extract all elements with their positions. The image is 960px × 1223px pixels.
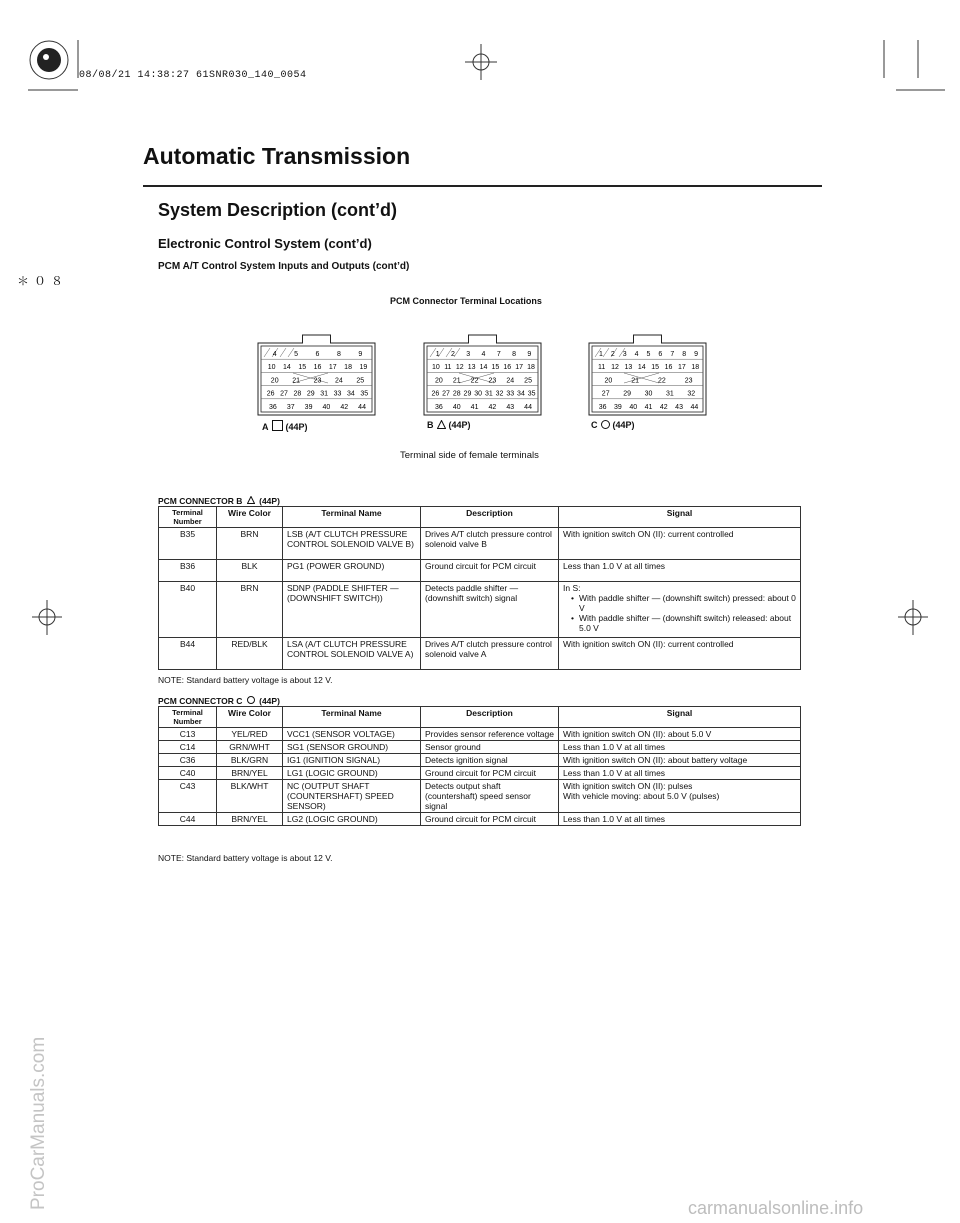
pin-number: 9 (694, 351, 699, 358)
pin-number: 28 (293, 390, 302, 398)
table-row: C14 GRN/WHT SG1 (SENSOR GROUND) Sensor ground Less than 1.0 V at all times (159, 741, 801, 754)
pin-number: 41 (470, 403, 479, 411)
connector-b-note: NOTE: Standard battery voltage is about 12 V. (158, 675, 333, 685)
pin-number: 15 (651, 364, 660, 372)
header-terminal-number: Terminal Number (159, 507, 217, 528)
pin-number: 42 (488, 403, 497, 411)
pin-number: 7 (670, 351, 675, 358)
pin-number: 18 (344, 364, 352, 372)
connector-b-title: PCM CONNECTOR B (44P) (158, 496, 280, 506)
header-signal: Signal (559, 707, 801, 728)
figure-caption: PCM Connector Terminal Locations (390, 296, 542, 306)
pin-number: 2 (450, 351, 455, 358)
pin-number: 11 (598, 364, 606, 372)
pin-number: 17 (515, 364, 524, 372)
pin-number: 35 (527, 390, 536, 398)
subsubsection-heading: PCM A/T Control System Inputs and Outputs (cont’d) (158, 261, 410, 272)
pin-number: 14 (479, 364, 488, 372)
pin-number: 18 (527, 364, 535, 372)
pin-number: 42 (659, 403, 668, 411)
pin-number: 7 (496, 351, 501, 358)
page-mark: ＊０８ (17, 274, 69, 288)
pin-number: 43 (506, 403, 515, 411)
section-heading: System Description (cont’d) (158, 200, 398, 220)
pin-number: 2 (610, 351, 615, 358)
connector-c-table (158, 706, 801, 826)
pin-number: 14 (637, 364, 646, 372)
pin-number: 21 (452, 377, 461, 385)
pin-number: 36 (269, 403, 277, 411)
table-row: C40 BRN/YEL LG1 (LOGIC GROUND) Ground circuit for PCM circuit Less than 1.0 V at all times (159, 767, 801, 780)
pin-number: 22 (470, 377, 479, 385)
pin-number: 21 (292, 377, 300, 385)
pin-number: 12 (455, 364, 464, 372)
pin-number: 9 (358, 351, 363, 358)
pin-number: 11 (444, 364, 452, 372)
pin-number: 24 (335, 377, 343, 385)
pin-number: 28 (452, 390, 461, 398)
pin-number: 6 (658, 351, 663, 358)
header-signal: Signal (559, 507, 801, 528)
pin-number: 23 (488, 377, 497, 385)
pin-number: 31 (320, 390, 329, 398)
table-row: B36 BLK PG1 (POWER GROUND) Ground circuit for PCM circuit Less than 1.0 V at all times (159, 560, 801, 582)
pin-number: 29 (623, 390, 631, 398)
pin-number: 42 (340, 403, 349, 411)
pin-number: 30 (644, 390, 653, 398)
pin-number: 10 (267, 364, 276, 372)
pin-number: 25 (356, 377, 365, 385)
table-row: C36 BLK/GRN IG1 (IGNITION SIGNAL) Detects ignition signal With ignition switch ON (II): about battery voltage (159, 754, 801, 767)
pin-number: 24 (506, 377, 515, 385)
pin-number: 20 (270, 377, 279, 385)
connector-a-label: A (44P) (262, 422, 308, 432)
pin-number: 29 (306, 390, 315, 398)
pin-number: 1 (435, 351, 440, 358)
pin-number: 5 (646, 351, 651, 358)
connector-c-title: PCM CONNECTOR C (44P) (158, 696, 280, 706)
square-icon (272, 420, 283, 431)
pin-number: 33 (333, 390, 342, 398)
pin-number: 3 (622, 351, 627, 358)
pin-number: 31 (666, 390, 674, 398)
pin-number: 44 (524, 403, 532, 411)
terminal-side-note: Terminal side of female terminals (400, 450, 539, 461)
pin-number: 41 (644, 403, 653, 411)
pin-number: 13 (467, 364, 476, 372)
pin-number: 15 (298, 364, 307, 372)
table-row: B44 RED/BLK LSA (A/T CLUTCH PRESSURE CONTROL SOLENOID VALVE A) Drives A/T clutch pressure control solenoid valve A With ignition switch ON (II): current controlled (159, 638, 801, 670)
table-header-row (159, 507, 801, 528)
pin-number: 1 (598, 351, 603, 358)
pin-number: 4 (481, 351, 486, 358)
pin-number: 8 (682, 351, 687, 358)
pin-number: 4 (634, 351, 639, 358)
print-stamp: 08/08/21 14:38:27 61SNR030_140_0054 (79, 70, 307, 81)
pin-number: 23 (313, 377, 322, 385)
triangle-icon (437, 420, 446, 429)
pin-number: 36 (598, 403, 607, 411)
circle-icon (247, 696, 255, 704)
pin-number: 6 (315, 351, 320, 358)
page-title: Automatic Transmission (143, 143, 411, 169)
pin-number: 14 (283, 364, 291, 372)
pin-number: 16 (664, 364, 673, 372)
pin-number: 34 (517, 390, 525, 398)
header-terminal-name: Terminal Name (283, 707, 421, 728)
pin-number: 37 (286, 403, 295, 411)
table-row: C13 YEL/RED VCC1 (SENSOR VOLTAGE) Provides sensor reference voltage With ignition switch ON (II): about 5.0 V (159, 728, 801, 741)
pin-number: 30 (474, 390, 483, 398)
connector-c-note: NOTE: Standard battery voltage is about 12 V. (158, 853, 333, 863)
pin-number: 5 (294, 351, 299, 358)
pin-number: 40 (452, 403, 461, 411)
subsection-heading: Electronic Control System (cont’d) (158, 236, 372, 251)
pin-number: 27 (280, 390, 288, 398)
header-description: Description (421, 707, 559, 728)
header-wire-color: Wire Color (217, 707, 283, 728)
pin-number: 10 (432, 364, 440, 372)
pin-number: 40 (629, 403, 638, 411)
pin-number: 39 (614, 403, 622, 411)
connector-diagrams (0, 0, 960, 460)
pin-number: 8 (336, 351, 341, 358)
pin-number: 15 (491, 364, 500, 372)
pin-number: 27 (442, 390, 450, 398)
pin-number: 13 (624, 364, 633, 372)
pin-number: 44 (358, 403, 366, 411)
pin-number: 9 (527, 351, 532, 358)
pin-number: 18 (691, 364, 700, 372)
connector-c-face (589, 335, 706, 415)
pin-number: 32 (495, 390, 504, 398)
pin-number: 26 (431, 390, 440, 398)
pin-number: 40 (322, 403, 331, 411)
header-description: Description (421, 507, 559, 528)
table-row: C44 BRN/YEL LG2 (LOGIC GROUND) Ground circuit for PCM circuit Less than 1.0 V at all times (159, 813, 801, 826)
header-wire-color: Wire Color (217, 507, 283, 528)
pin-number: 35 (360, 390, 369, 398)
header-terminal-name: Terminal Name (283, 507, 421, 528)
header-terminal-number: Terminal Number (159, 707, 217, 728)
pin-number: 23 (684, 377, 693, 385)
connector-b-label: B (44P) (427, 420, 471, 430)
pin-number: 32 (687, 390, 696, 398)
pin-number: 4 (272, 351, 277, 358)
table-header-row (159, 707, 801, 728)
footer-watermark: carmanualsonline.info (688, 1198, 864, 1218)
list-item: • With paddle shifter — (downshift switch) pressed: about 0 V (572, 593, 796, 613)
connector-c-label: C (44P) (591, 420, 635, 430)
pin-number: 17 (678, 364, 686, 372)
pin-number: 17 (328, 364, 337, 372)
pin-number: 44 (690, 403, 699, 411)
pin-number: 27 (601, 390, 610, 398)
pin-number: 25 (524, 377, 532, 385)
pin-number: 20 (435, 377, 443, 385)
connector-b-table (158, 506, 801, 670)
circle-icon (601, 420, 610, 429)
pin-number: 3 (466, 351, 471, 358)
table-row: B40 BRN SDNP (PADDLE SHIFTER — (DOWNSHIFT SWITCH)) Detects paddle shifter — (downshift switch) signal In S: • With paddle shifter — (downshift switch) pressed: about 0 V • With paddle shifter — (downshift switch) released: about 5.0 V (159, 582, 801, 638)
connector-b-face (424, 335, 541, 415)
pin-number: 8 (512, 351, 517, 358)
pin-number: 29 (463, 390, 472, 398)
pin-number: 19 (359, 364, 368, 372)
pin-number: 34 (347, 390, 355, 398)
pin-number: 20 (604, 377, 613, 385)
watermark: ProCarManuals.com (28, 1036, 49, 1210)
pin-number: 43 (675, 403, 683, 411)
pin-number: 16 (503, 364, 512, 372)
table-row: C43 BLK/WHT NC (OUTPUT SHAFT (COUNTERSHAFT) SPEED SENSOR) Detects output shaft (countershaft) speed sensor signal With ignition switch ON (II): pulses With vehicle moving: about 5.0 V (pulses) (159, 780, 801, 813)
pin-number: 21 (631, 377, 640, 385)
connector-a-face (258, 335, 375, 415)
pin-number: 16 (313, 364, 322, 372)
pin-number: 31 (484, 390, 493, 398)
pin-number: 22 (657, 377, 666, 385)
pin-number: 36 (435, 403, 443, 411)
list-item: • With paddle shifter — (downshift switch) released: about 5.0 V (572, 613, 796, 633)
pin-number: 39 (304, 403, 313, 411)
triangle-icon (247, 496, 255, 504)
pin-number: 12 (611, 364, 619, 372)
pin-number: 33 (506, 390, 515, 398)
table-row: B35 BRN LSB (A/T CLUTCH PRESSURE CONTROL SOLENOID VALVE B) Drives A/T clutch pressure control solenoid valve B With ignition switch ON (II): current controlled (159, 528, 801, 560)
pin-number: 26 (266, 390, 275, 398)
